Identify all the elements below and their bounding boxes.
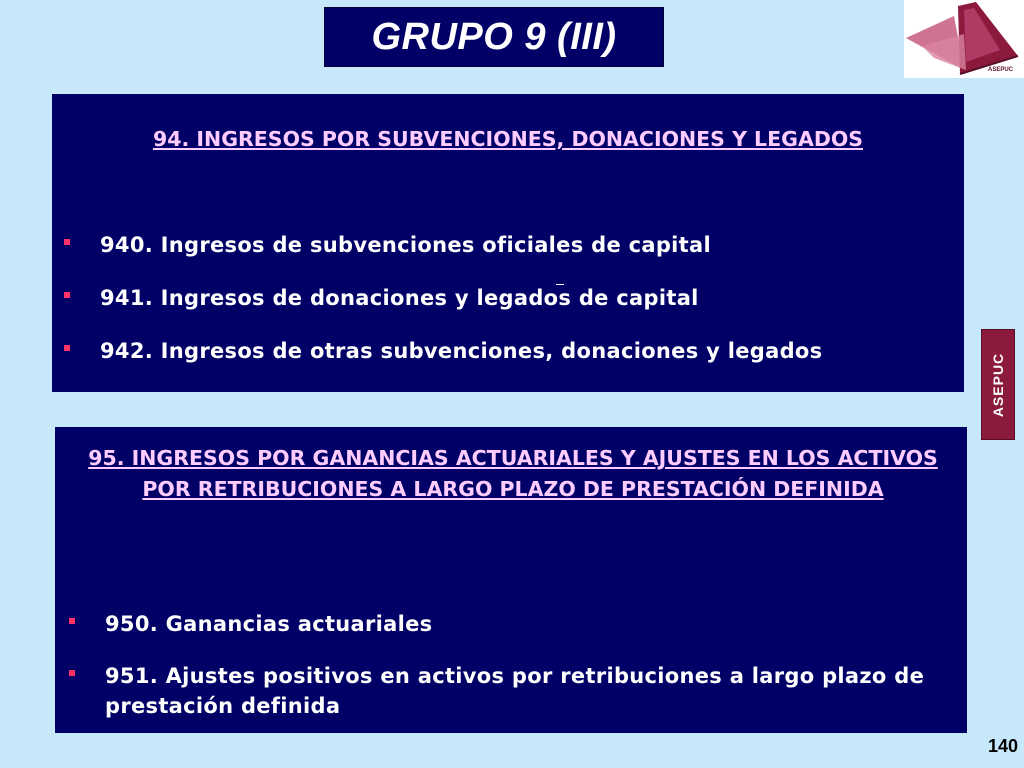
square-bullet-icon	[69, 618, 75, 624]
list-item: 951. Ajustes positivos en activos por retribuciones a largo plazo de prestación definida	[69, 661, 957, 721]
side-tab-label: ASEPUC	[990, 352, 1007, 417]
square-bullet-icon	[69, 670, 75, 676]
square-bullet-icon	[64, 239, 70, 245]
square-bullet-icon	[64, 292, 70, 298]
title-box	[324, 7, 664, 67]
section-94-heading: 94. INGRESOS POR SUBVENCIONES, DONACIONES Y LEGADOS	[152, 127, 864, 151]
section-95-heading: 95. INGRESOS POR GANANCIAS ACTUARIALES Y AJUSTES EN LOS ACTIVOS POR RETRIBUCIONES A LARGO PLAZO DE PRESTACIÓN DEFINIDA	[88, 446, 938, 501]
side-tab	[981, 329, 1015, 440]
list-item: 950. Ganancias actuariales	[69, 609, 957, 639]
page-number: 140	[987, 736, 1018, 756]
section-94-panel	[52, 94, 964, 392]
slide-title: GRUPO 9 (III)	[371, 15, 617, 58]
logo-triangle-icon	[904, 0, 1024, 78]
square-bullet-icon	[64, 345, 70, 351]
list-item: 942. Ingresos de otras subvenciones, donaciones y legados	[64, 336, 954, 366]
section-94-list	[64, 230, 954, 389]
logo-text: ASEPUC	[988, 67, 1014, 73]
list-item: 941. Ingresos de donaciones y legados de capital	[64, 283, 954, 313]
section-95-panel	[55, 427, 967, 733]
section-95-list	[69, 609, 957, 743]
list-item: 940. Ingresos de subvenciones oficiales de capital	[64, 230, 954, 260]
asepuc-logo	[904, 0, 1024, 78]
